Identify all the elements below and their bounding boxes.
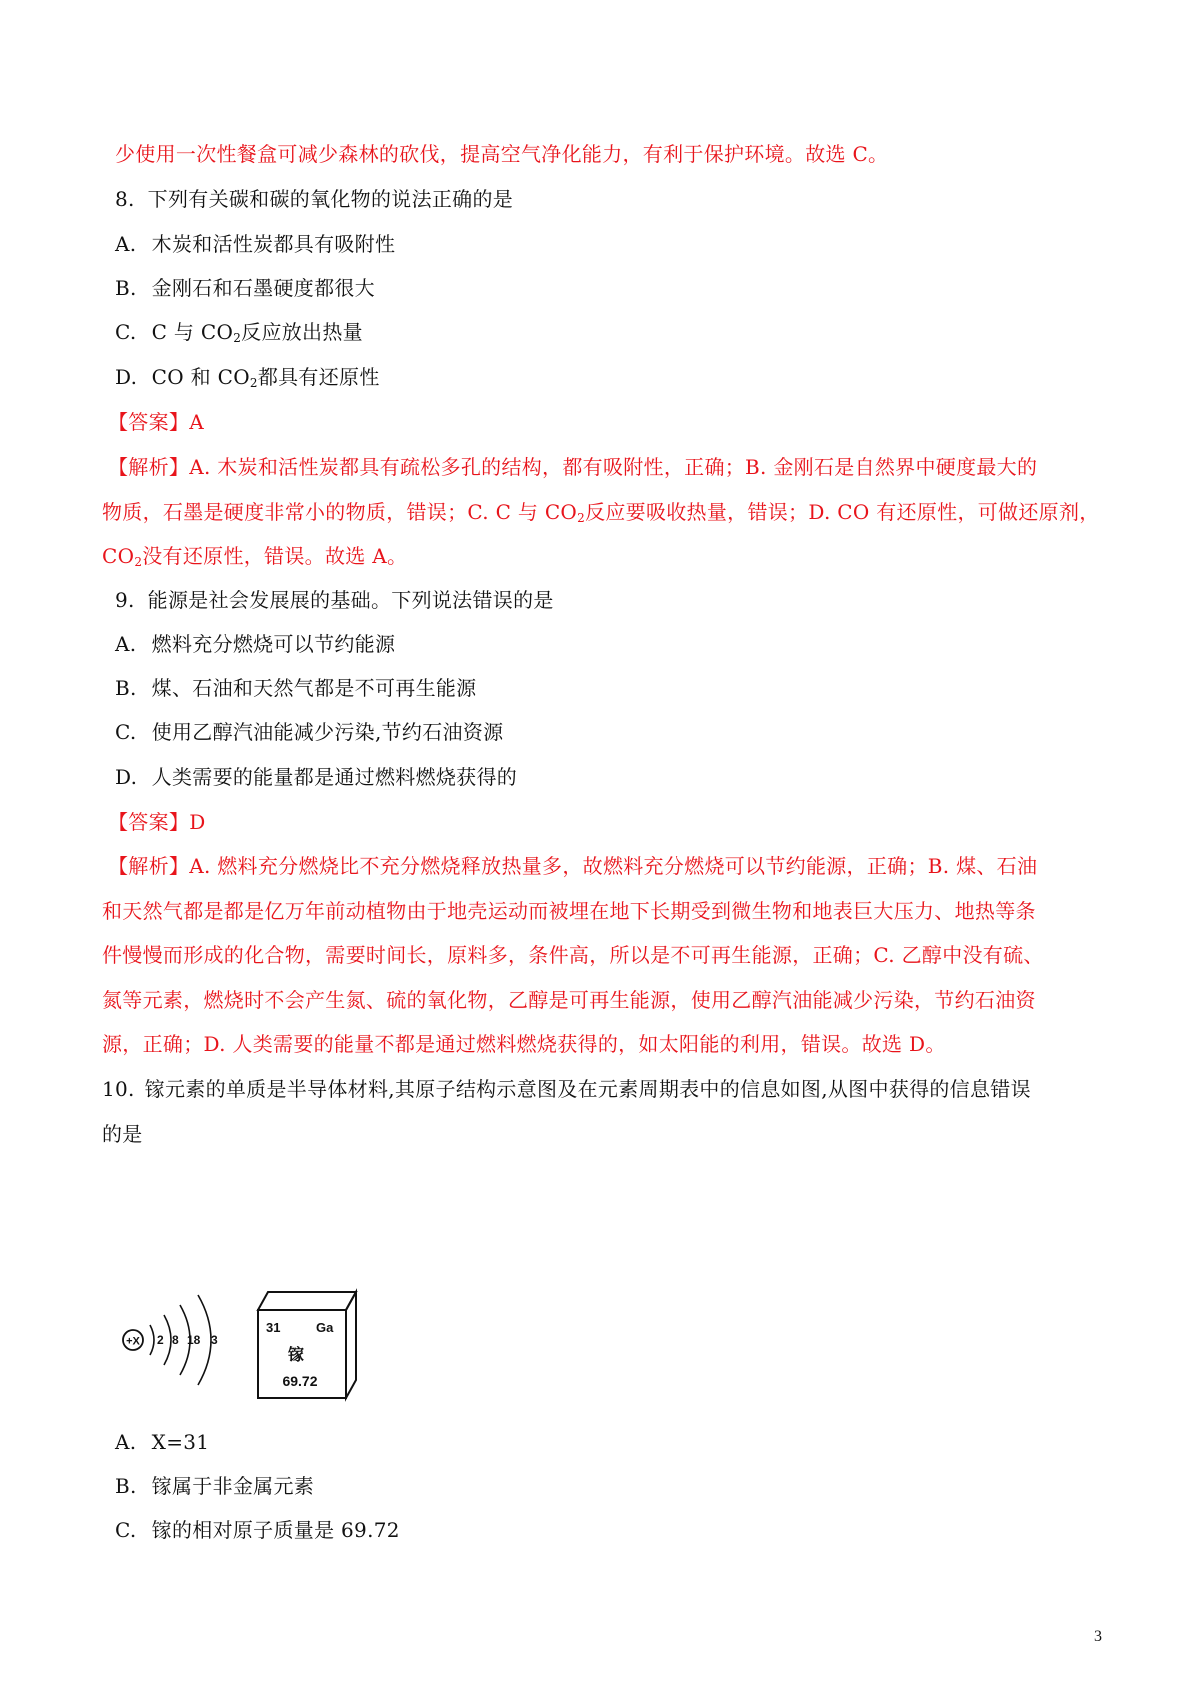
q8-analysis-line-2: 物质，石墨是硬度非常小的物质，错误；C. C 与 $CO_2$反应要吸收热量，错误；D. CO 有还原性，可做还原剂， xyxy=(102,500,1100,525)
q8-option-d: D. CO 和 $CO_2$都具有还原性 xyxy=(115,365,380,390)
nucleus-label: +X xyxy=(126,1335,140,1348)
q8-option-b: B. 金刚石和石墨硬度都很大 xyxy=(115,276,375,300)
element-name: 镓 xyxy=(287,1345,305,1364)
shell-count-1: 2 xyxy=(157,1333,164,1347)
q8-option-a: A. 木炭和活性炭都具有吸附性 xyxy=(115,232,396,256)
q8-answer: 【答案】A xyxy=(108,410,204,434)
question-text: 能源是社会发展展的基础。下列说法错误的是 xyxy=(147,588,554,612)
q9-analysis-line-3: 件慢慢而形成的化合物，需要时间长，原料多，条件高，所以是不可再生能源，正确；C. 乙醇中没有硫、 xyxy=(102,943,1044,967)
question-10-stem xyxy=(102,1075,1031,1103)
gallium-diagram xyxy=(120,1280,380,1405)
shell-count-4: 3 xyxy=(211,1333,218,1347)
atomic-mass: 69.72 xyxy=(282,1373,318,1389)
q9-analysis-line-2: 和天然气都是都是亿万年前动植物由于地壳运动而被埋在地下长期受到微生物和地表巨大压力、地热等条 xyxy=(102,899,1036,923)
q8-analysis-line-1: 【解析】A. 木炭和活性炭都具有疏松多孔的结构，都有吸附性，正确；B. 金刚石是自然界中硬度最大的 xyxy=(108,455,1038,479)
q8-option-c: C. C 与 $CO_2$反应放出热量 xyxy=(115,320,363,345)
prev-explanation-tail: 少使用一次性餐盒可减少森林的砍伐，提高空气净化能力，有利于保护环境。故选 C。 xyxy=(115,142,889,166)
atomic-number: 31 xyxy=(266,1320,281,1335)
page-number: 3 xyxy=(1094,1628,1102,1645)
element-box-side xyxy=(346,1292,356,1398)
question-number: 8. xyxy=(115,187,135,211)
q9-analysis-line-4: 氮等元素，燃烧时不会产生氮、硫的氧化物，乙醇是可再生能源，使用乙醇汽油能减少污染，节约石油资 xyxy=(102,988,1036,1012)
shell-count-2: 8 xyxy=(172,1333,179,1347)
q10-option-c: C. 镓的相对原子质量是 69.72 xyxy=(115,1518,400,1542)
element-symbol: Ga xyxy=(316,1320,334,1335)
q10-option-a: A. X=31 xyxy=(115,1430,210,1454)
q9-analysis-line-1: 【解析】A. 燃料充分燃烧比不充分燃烧释放热量多，故燃料充分燃烧可以节约能源，正确；B. 煤、石油 xyxy=(108,854,1038,878)
shell-arc-1 xyxy=(150,1325,154,1355)
q10-option-b: B. 镓属于非金属元素 xyxy=(115,1474,315,1498)
question-number: 10. xyxy=(102,1077,135,1101)
question-number: 9. xyxy=(115,588,135,612)
q9-answer: 【答案】D xyxy=(108,810,206,834)
question-9-stem xyxy=(115,586,554,614)
element-box-top xyxy=(258,1292,356,1310)
shell-count-3: 18 xyxy=(187,1333,201,1347)
gallium-figure xyxy=(120,1280,380,1405)
question-10-stem-line-2: 的是 xyxy=(102,1122,143,1146)
q9-analysis-line-5: 源，正确；D. 人类需要的能量不都是通过燃料燃烧获得的，如太阳能的利用，错误。故选 D。 xyxy=(102,1032,946,1056)
q8-analysis-line-3: $CO_2$没有还原性，错误。故选 A。 xyxy=(102,544,408,569)
question-text: 镓元素的单质是半导体材料,其原子结构示意图及在元素周期表中的信息如图,从图中获得的信息错误 xyxy=(144,1077,1031,1101)
q9-option-c: C. 使用乙醇汽油能减少污染,节约石油资源 xyxy=(115,720,504,744)
shell-arc-2 xyxy=(164,1315,171,1365)
q9-option-a: A. 燃料充分燃烧可以节约能源 xyxy=(115,632,396,656)
question-text: 下列有关碳和碳的氧化物的说法正确的是 xyxy=(147,187,514,211)
q9-option-b: B. 煤、石油和天然气都是不可再生能源 xyxy=(115,676,477,700)
q9-option-d: D. 人类需要的能量都是通过燃料燃烧获得的 xyxy=(115,765,518,789)
question-8-stem xyxy=(115,185,513,213)
